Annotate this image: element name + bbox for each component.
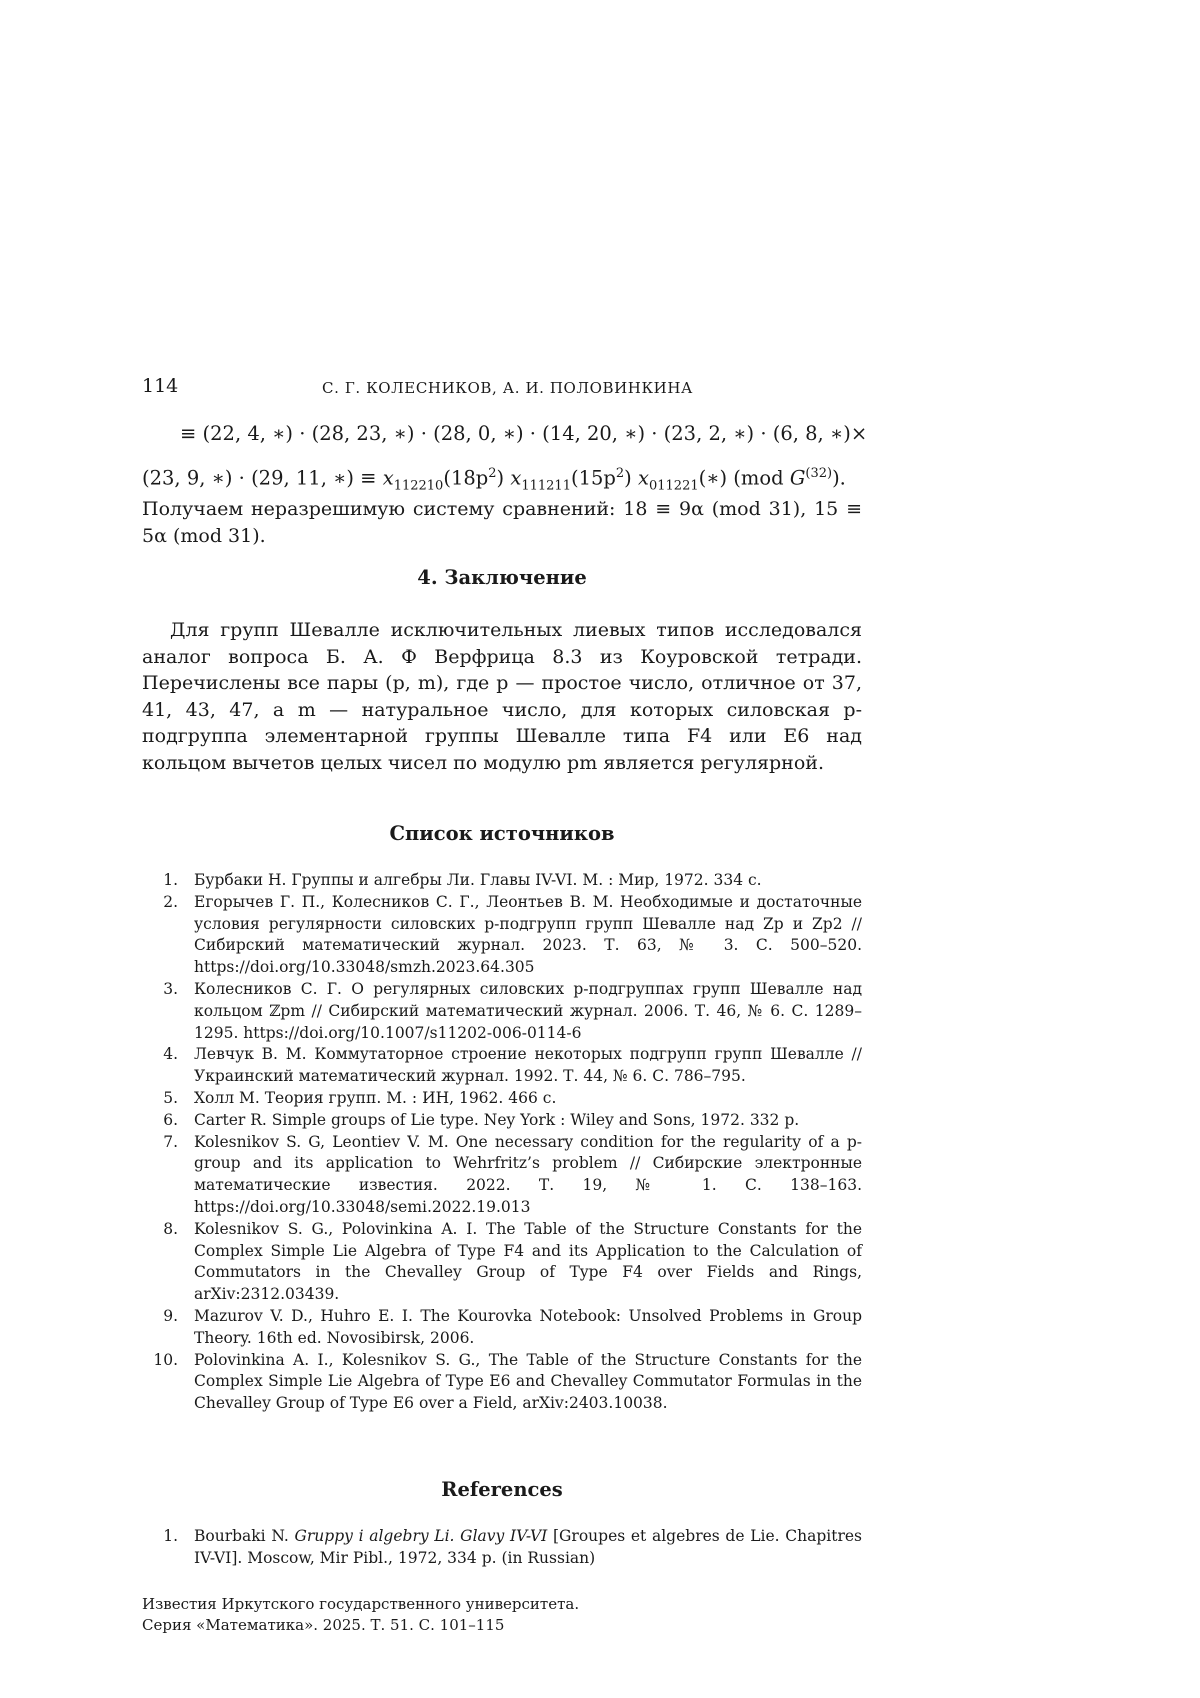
reference-item: 1. Bourbaki N. Gruppy i algebry Li. Glavy IV-VI [Groupes et algebres de Lie. Chapitres IV-VI]. Moscow, Mir Pibl., 1972, 334 p. (in Russian): [142, 1526, 862, 1570]
source-text: Холл М. Теория групп. М. : ИН, 1962. 466 с.: [194, 1088, 557, 1107]
sources-list: [142, 870, 862, 1415]
source-text: Колесников С. Г. О регулярных силовских p-подгруппах групп Шевалле над кольцом ℤpm // Сибирский математический журнал. 2006. Т. 46, № 6. С. 1289–1295. https://doi.org/10.1007/s11202-006-0114-6: [194, 979, 862, 1042]
source-number: 6.: [163, 1110, 178, 1129]
footer-series-line: Серия «Математика». 2025. Т. 51. С. 101–115: [142, 1615, 505, 1634]
page-number: 114: [142, 375, 179, 397]
source-item: [142, 892, 862, 979]
source-text: Kolesnikov S. G., Polovinkina A. I. The Table of the Structure Constants for the Complex Simple Lie Algebra of Type F4 and its Application to the Calculation of Commutators in the Chevalley Group of Type F4 over Fields and Rings, arXiv:2312.03439.: [194, 1219, 862, 1304]
source-number: 10.: [153, 1350, 178, 1369]
source-number: 5.: [163, 1088, 178, 1107]
source-item: [142, 1088, 862, 1110]
sources-heading: Список источников: [389, 822, 615, 845]
source-text: Carter R. Simple groups of Lie type. Ney York : Wiley and Sons, 1972. 332 p.: [194, 1110, 800, 1129]
source-text: Левчук В. М. Коммутаторное строение некоторых подгрупп групп Шевалле // Украинский математический журнал. 1992. Т. 44, № 6. С. 786–795.: [194, 1045, 862, 1086]
source-item: [142, 870, 862, 892]
source-text: Kolesnikov S. G, Leontiev V. M. One necessary condition for the regularity of a p-group and its application to Wehrfritz’s problem // Сибирские электронные математические известия. 2022. Т. 19, № 1. С. 138–163. https://doi.org/10.33048/semi.2022.19.013: [194, 1132, 862, 1216]
source-number: 7.: [163, 1132, 178, 1151]
reference-number: 1.: [163, 1527, 178, 1545]
source-number: 1.: [163, 871, 178, 889]
source-item: [142, 1306, 862, 1350]
source-number: 9.: [163, 1306, 178, 1325]
source-item: [142, 1044, 862, 1088]
source-number: 4.: [163, 1045, 178, 1064]
source-number: 3.: [163, 979, 178, 998]
section-heading-conclusion: 4. Заключение: [417, 566, 587, 589]
source-item: [142, 1110, 862, 1132]
conclusion-paragraph: Для групп Шевалле исключительных лиевых типов исследовался аналог вопроса Б. А. Ф Верфрица 8.3 из Коуровской тетради. Перечислены все пары (p, m), где p — простое число, отличное от 37, 41, 43, 47, а m — натуральное число, для которых силовская p-подгруппа элементарной группы Шевалле типа F4 или E6 над кольцом вычетов целых чисел по модулю pm является регулярной.: [142, 619, 862, 774]
page-footer: [142, 1594, 862, 1635]
source-item: [142, 979, 862, 1044]
equation-line-2: (23, 9, ∗) · (29, 11, ∗) ≡ $x_{112210}(18p^2)$ $x_{111211}(15p^2)$ $x_{011221}(∗)$ (mod $G^{(32)}$).: [142, 466, 846, 494]
source-text: Polovinkina A. I., Kolesnikov S. G., The Table of the Structure Constants for the Complex Simple Lie Algebra of Type E6 and Chevalley Commutator Formulas in the Chevalley Group of Type E6 over a Field, arXiv:2403.10038.: [194, 1350, 862, 1413]
source-number: 8.: [163, 1219, 178, 1238]
source-item: [142, 1132, 862, 1219]
source-text: Бурбаки Н. Группы и алгебры Ли. Главы IV-VI. М. : Мир, 1972. 334 с.: [194, 871, 762, 889]
footer-journal-line: Известия Иркутского государственного университета.: [142, 1595, 580, 1613]
source-item: [142, 1350, 862, 1415]
references-list: [142, 1526, 862, 1570]
running-authors: С. Г. КОЛЕСНИКОВ, А. И. ПОЛОВИНКИНА: [322, 379, 693, 397]
source-number: 2.: [163, 892, 178, 911]
source-text: Mazurov V. D., Huhro E. I. The Kourovka Notebook: Unsolved Problems in Group Theory. 16th ed. Novosibirsk, 2006.: [194, 1306, 862, 1347]
source-item: [142, 1219, 862, 1306]
equation-line-1: ≡ (22, 4, ∗) · (28, 23, ∗) · (28, 0, ∗) · (14, 20, ∗) · (23, 2, ∗) · (6, 8, ∗)×: [180, 422, 868, 445]
references-heading: References: [441, 1478, 563, 1501]
congruence-system-text: Получаем неразрешимую систему сравнений: 18 ≡ 9α (mod 31), 15 ≡ 5α (mod 31).: [142, 498, 862, 547]
source-text: Егорычев Г. П., Колесников С. Г., Леонтьев В. М. Необходимые и достаточные условия регулярности силовских p-подгрупп групп Шевалле над Zp и Zp2 // Сибирский математический журнал. 2023. Т. 63, № 3. С. 500–520. https://doi.org/10.33048/smzh.2023.64.305: [194, 892, 862, 977]
